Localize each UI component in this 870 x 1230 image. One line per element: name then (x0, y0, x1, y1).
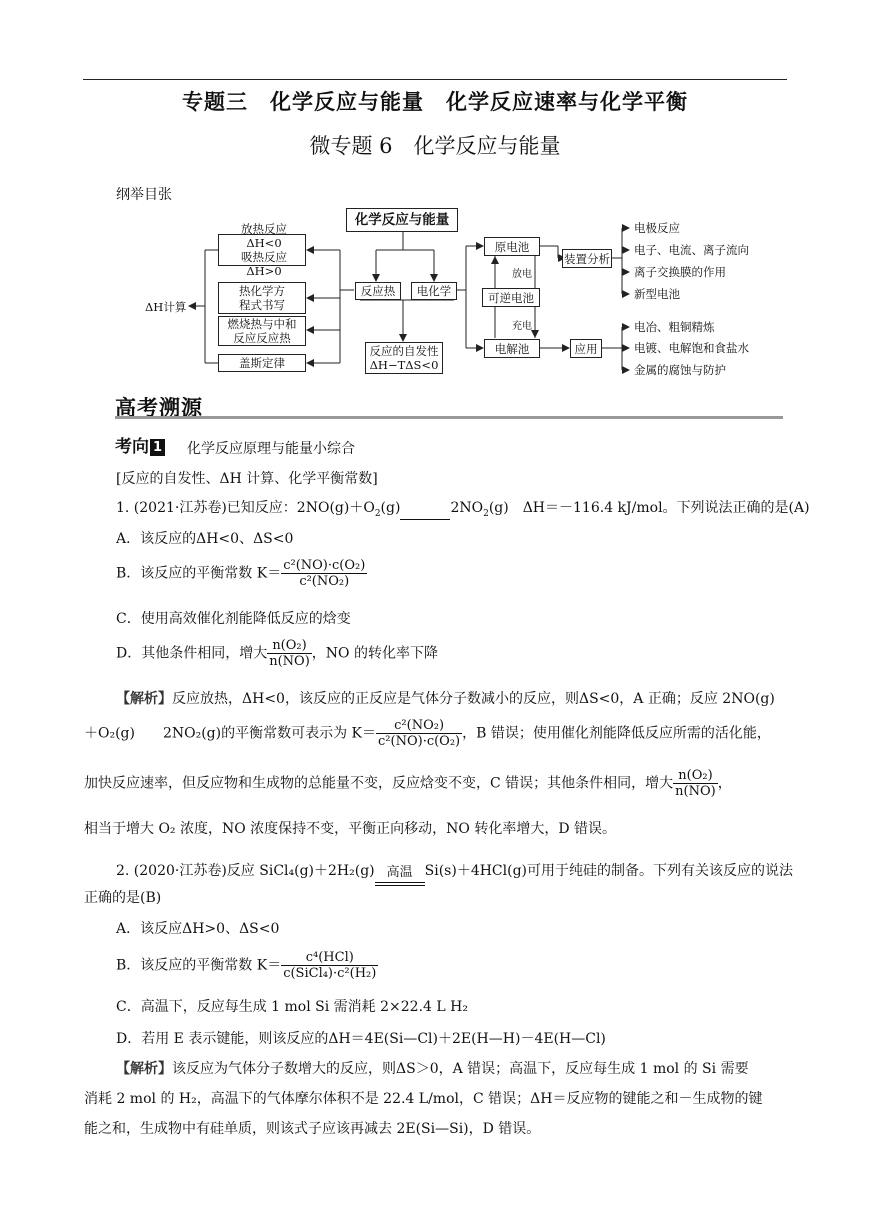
endo-label: 吸热反应 ΔH>0 (241, 250, 287, 278)
section-title: 高考溯源 (115, 396, 203, 420)
application-item: 电冶、粗铜精炼 (634, 320, 715, 334)
exo-label: 放热反应 ΔH<0 (241, 222, 287, 250)
thermo-eq-line1: 热化学方 (239, 284, 285, 298)
page-title: 专题三 化学反应与能量 化学反应速率与化学平衡 (182, 89, 688, 114)
device-item: 离子交换膜的作用 (634, 265, 726, 279)
topic-scope: [反应的自发性、ΔH 计算、化学平衡常数] (116, 471, 378, 487)
q1-k-fraction: $\frac{\text{c²(NO)·c(O₂)}}{\text{c²(NO₂)}}$ (283, 558, 366, 589)
q1-analysis-line4: 相当于增大 O₂ 浓度，NO 浓度保持不变，平衡正向移动，NO 转化率增大，D 错误。 (84, 821, 617, 837)
mindmap-heat: 反应热 (355, 282, 401, 300)
spontaneity-line2: ΔH−TΔS<0 (369, 358, 439, 372)
mindmap-thermo-equation (218, 282, 306, 314)
q1-n-fraction: $\frac{\text{n(O₂)}}{n(NO)}$ (269, 638, 310, 669)
page-subtitle: 微专题 6 化学反应与能量 (309, 134, 561, 158)
mindmap-device-analysis: 装置分析 (562, 249, 612, 268)
q2-analysis-line1: 【解析】该反应为气体分子数增大的反应，则ΔS＞0，A 错误；高温下，反应每生成 1 mol 的 Si 需要 (116, 1061, 749, 1077)
outline-label: 纲举目张 (116, 187, 172, 203)
mindmap-rechargeable-battery: 可逆电池 (482, 288, 540, 307)
topic-tag-label: 考向 (115, 437, 149, 457)
device-item: 电子、电流、离子流向 (634, 243, 749, 257)
analysis-label: 【解析】 (116, 691, 172, 707)
mindmap-galvanic-cell: 原电池 (484, 237, 540, 256)
mindmap-application: 应用 (570, 339, 602, 358)
q2-option-d: D．若用 E 表示键能，则该反应的ΔH＝4E(Si—Cl)＋2E(H—H)－4E(H—Cl) (116, 1031, 606, 1047)
q1-option-a: A．该反应的ΔH<0、ΔS<0 (116, 531, 294, 547)
mindmap-spontaneity (365, 342, 443, 374)
mindmap-hess-law: 盖斯定律 (218, 354, 306, 372)
topic-tag (115, 432, 165, 457)
mindmap-dh-calc: ΔH计算 (145, 300, 187, 314)
topic-tag-number: 1 (150, 439, 165, 456)
q2-condition: 高温 (386, 865, 413, 880)
q2-stem: 2. (2020·江苏卷)反应 SiCl₄(g)＋2H₂(g) 高温 Si(s)＋4HCl(g)可用于纯硅的制备。下列有关该反应的说法 (116, 860, 793, 880)
combustion-line2: 反应反应热 (233, 331, 291, 345)
mindmap-exo-endo (218, 222, 306, 278)
mindmap-root: 化学反应与能量 (346, 208, 458, 232)
mindmap-combustion-heat (218, 316, 306, 346)
application-item: 电镀、电解饱和食盐水 (634, 341, 749, 355)
q2-option-b: B．该反应的平衡常数 K＝ $\frac{\text{c⁴(HCl)}}{\text{c(SiCl₄)·c²(H₂)}}$ (116, 950, 377, 981)
analysis-k-fraction: $\frac{\text{c²(NO₂)}}{\text{c²(NO)·c(O₂)}}$ (378, 718, 461, 749)
q1-analysis-line2: ＋O₂(g) 2NO₂(g)的平衡常数可表示为 K＝ $\frac{\text{c²(NO₂)}}{\text{c²(NO)·c(O₂)}}$ ，B 错误；使用催化剂能降低反应所需的活化能， (84, 718, 771, 749)
application-item: 金属的腐蚀与防护 (634, 363, 726, 377)
mindmap-electrolytic-cell: 电解池 (484, 339, 540, 358)
mindmap-charge-label: 充电 (512, 321, 532, 332)
q1-option-d: D．其他条件相同，增大 $\frac{\text{n(O₂)}}{n(NO)}$ ，NO 的转化率下降 (116, 638, 438, 669)
mindmap-discharge-label: 放电 (512, 269, 532, 280)
mindmap-electrochemistry: 电化学 (411, 282, 457, 300)
q2-option-a: A．该反应ΔH>0、ΔS<0 (116, 921, 280, 937)
section-rule (115, 416, 783, 419)
q1-stem: 1. (2021·江苏卷)已知反应：$2NO(g)+O_2(g)$ $2NO_2(g)$ ΔH＝－116.4 kJ/mol。下列说法正确的是(A) (116, 500, 810, 519)
topic-title: 化学反应原理与能量小综合 (187, 441, 355, 457)
q2-analysis-line2: 消耗 2 mol 的 H₂，高温下的气体摩尔体积不是 22.4 L/mol，C 错误；ΔH＝反应物的键能之和－生成物的键 (84, 1091, 763, 1107)
device-item: 新型电池 (634, 287, 680, 301)
q2-option-c: C．高温下，反应每生成 1 mol Si 需消耗 2×22.4 L H₂ (116, 999, 468, 1015)
q1-option-b: B．该反应的平衡常数 K＝ $\frac{\text{c²(NO)·c(O₂)}}{\text{c²(NO₂)}}$ (116, 558, 366, 589)
analysis-label: 【解析】 (116, 1061, 172, 1077)
spontaneity-line1: 反应的自发性 (369, 344, 439, 358)
q2-k-fraction: $\frac{\text{c⁴(HCl)}}{\text{c(SiCl₄)·c²(H₂)}}$ (283, 950, 377, 981)
section-header (115, 392, 783, 422)
q1-option-c: C．使用高效催化剂能降低反应的焓变 (116, 611, 351, 627)
analysis-n-fraction: $\frac{\text{n(O₂)}}{n(NO)}$ (675, 768, 716, 799)
q2-stem-line2: 正确的是(B) (84, 890, 162, 906)
q1-analysis-line3: 加快反应速率，但反应物和生成物的总能量不变，反应焓变不变，C 错误；其他条件相同，增大 $\frac{\text{n(O₂)}}{n(NO)}$ ， (84, 768, 732, 799)
combustion-line1: 燃烧热与中和 (227, 317, 297, 331)
device-item: 电极反应 (634, 221, 680, 235)
q2-analysis-line3: 能之和，生成物中有硅单质，则该式子应该再减去 2E(Si—Si)，D 错误。 (84, 1121, 541, 1137)
thermo-eq-line2: 程式书写 (239, 298, 285, 312)
q1-analysis-line1: 【解析】反应放热，ΔH<0，该反应的正反应是气体分子数减小的反应，则ΔS<0，A 正确；反应 2NO(g) (116, 691, 775, 707)
